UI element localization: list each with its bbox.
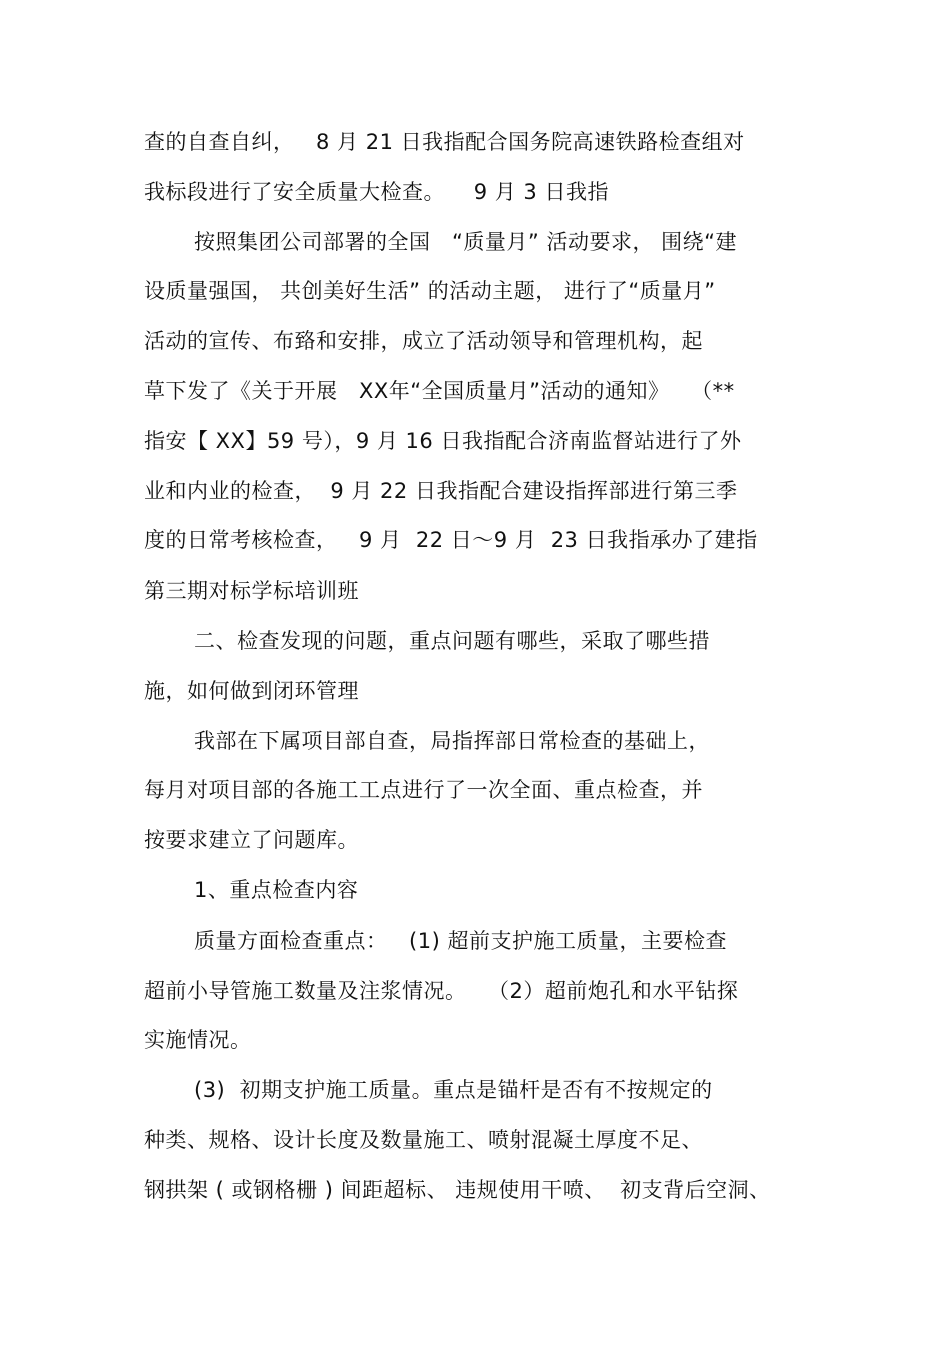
text-line-22: 钢拱架 ( 或钢格栅 ) 间距超标、 违规使用干喷、 初支背后空洞、 bbox=[144, 1178, 771, 1202]
text-line-5: 活动的宣传、布臵和安排，成立了活动领导和管理机构，起 bbox=[144, 329, 703, 353]
text-line-16: 1、重点检查内容 bbox=[194, 878, 359, 902]
text-line-8: 业和内业的检查， 9 月 22 日我指配合建设指挥部进行第三季 bbox=[144, 479, 738, 503]
text-line-14: 每月对项目部的各施工工点进行了一次全面、重点检查，并 bbox=[144, 778, 703, 802]
text-line-15: 按要求建立了问题库。 bbox=[144, 828, 359, 852]
text-line-4: 设质量强国， 共创美好生活” 的活动主题， 进行了“质量月” bbox=[144, 279, 716, 303]
text-line-10: 第三期对标学标培训班 bbox=[144, 579, 359, 603]
text-line-6: 草下发了《关于开展 XX年“全国质量月”活动的通知》 （** bbox=[144, 379, 735, 403]
text-line-1: 查的自查自纠， 8 月 21 日我指配合国务院高速铁路检查组对 bbox=[144, 130, 745, 154]
text-line-20: (3) 初期支护施工质量。重点是锚杆是否有不按规定的 bbox=[194, 1078, 713, 1102]
text-line-3: 按照集团公司部署的全国 “质量月” 活动要求， 围绕“建 bbox=[194, 230, 738, 254]
text-line-19: 实施情况。 bbox=[144, 1028, 252, 1052]
text-line-13: 我部在下属项目部自查，局指挥部日常检查的基础上， bbox=[194, 729, 710, 753]
text-line-11: 二、检查发现的问题，重点问题有哪些，采取了哪些措 bbox=[194, 629, 710, 653]
text-line-17: 质量方面检查重点： (1) 超前支护施工质量，主要检查 bbox=[194, 929, 727, 953]
text-line-7: 指安【 XX】59 号），9 月 16 日我指配合济南监督站进行了外 bbox=[144, 429, 742, 453]
text-line-9: 度的日常考核检查， 9 月 22 日～9 月 23 日我指承办了建指 bbox=[144, 528, 758, 552]
text-line-18: 超前小导管施工数量及注浆情况。 （2）超前炮孔和水平钻探 bbox=[144, 979, 739, 1003]
text-line-12: 施，如何做到闭环管理 bbox=[144, 679, 359, 703]
text-line-21: 种类、规格、设计长度及数量施工、喷射混凝土厚度不足、 bbox=[144, 1128, 703, 1152]
text-line-2: 我标段进行了安全质量大检查。 9 月 3 日我指 bbox=[144, 180, 609, 204]
